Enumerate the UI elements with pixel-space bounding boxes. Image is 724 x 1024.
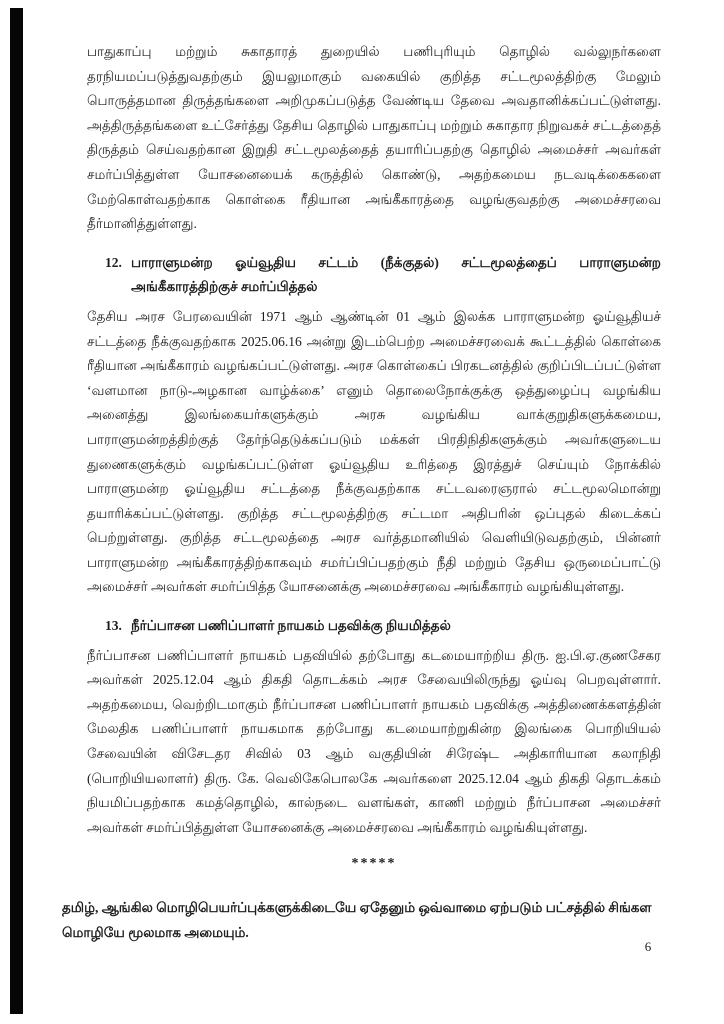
section-12-body: தேசிய அரச பேரவையின் 1971 ஆம் ஆண்டின் 01 ஆம் இலக்க பாராளுமன்ற ஓய்வூதியச் சட்டத்தை நீக்குவதற்காக 2025.06.16 அன்று இடம்பெற்ற அமைச்சரவைக் கூட்டத்தில் கொள்கை ரீதியான அங்கீகாரம் வழங்கப்பட்டுள்ளது. அரச கொள்கைப் பிரகடனத்தில் குறிப்பிடப்பட்டுள்ள ‘வளமான நாடு-அழகான வாழ்க்கை’ எனும் தொலைநோக்குக்கு ஒத்துழைப்பு வழங்கிய அனைத்து இலங்கையர்களுக்கும் அரசு வழங்கிய வாக்குறுதிகளுக்கமைய, பாராளுமன்றத்திற்குத் தேர்ந்தெடுக்கப்படும் மக்கள் பிரதிநிதிகளுக்கும் அவர்களுடைய துணைகளுக்கும் வழங்கப்பட்டுள்ள ஓய்வூதிய உரித்தை இரத்துச் செய்யும் நோக்கில் பாராளுமன்ற ஓய்வூதிய சட்டத்தை நீக்குவதற்காக சட்டவரைஞரால் சட்டமூலமொன்று தயாரிக்கப்பட்டுள்ளது. குறித்த சட்டமூலத்திற்கு சட்டமா அதிபரின் ஒப்புதல் கிடைக்கப் பெற்றுள்ளது. குறித்த சட்டமூலத்தை அரச வர்த்தமானியில் வெளியிடுவதற்கும், பின்னர் பாராளுமன்ற அங்கீகாரத்திற்காகவும் சமர்ப்பிப்பதற்கும் நீதி மற்றும் தேசிய ஒருமைப்பாட்டு அமைச்சர் அவர்கள் சமர்ப்பித்த யோசனைக்கு அமைச்சரவை அங்கீகாரம் வழங்கியுள்ளது. [87, 308, 661, 595]
section-12-heading [87, 251, 661, 300]
document-body [62, 40, 661, 946]
end-separator-stars: ***** [351, 856, 397, 872]
intro-paragraph: பாதுகாப்பு மற்றும் சுகாதாரத் துறையில் பணிபுரியும் தொழில் வல்லுநர்களை தரநியமப்படுத்துவதற்கும் இயலுமாகும் வகையில் குறித்த சட்டமூலத்திற்கு மேலும் பொருத்தமான திருத்தங்களை அறிமுகப்படுத்த வேண்டிய தேவை அவதானிக்கப்பட்டுள்ளது. அத்திருத்தங்களை உட்சேர்த்து தேசிய தொழில் பாதுகாப்பு மற்றும் சுகாதார நிறுவகச் சட்டத்தைத் திருத்தம் செய்வதற்கான இறுதி சட்டமூலத்தைத் தயாரிப்பதற்கு தொழில் அமைச்சர் அவர்கள் சமர்ப்பித்துள்ள யோசனையைக் கருத்தில் கொண்டு, அதற்கமைய நடவடிக்கைகளை மேற்கொள்வதற்காக கொள்கை ரீதியான அங்கீகாரத்தை வழங்குவதற்கு அமைச்சரவை தீர்மானித்துள்ளது. [87, 44, 661, 232]
page-number: 6 [644, 939, 652, 954]
section-12-number: 12. [105, 254, 122, 270]
language-precedence-note: தமிழ், ஆங்கில மொழிபெயர்ப்புக்களுக்கிடையே ஏதேனும் ஒவ்வாமை ஏற்படும் பட்சத்தில் சிங்கள மொழியே மூலமாக அமையும். [62, 900, 652, 940]
section-13-title: நீர்ப்பாசன பணிப்பாளர் நாயகம் பதவிக்கு நியமித்தல் [131, 618, 451, 634]
left-scan-edge-bar [10, 8, 23, 1014]
section-13-body: நீர்ப்பாசன பணிப்பாளர் நாயகம் பதவியில் தற்போது கடமையாற்றிய திரு. ஐ.பி.ஏ.குணசேகர அவர்கள் 2025.12.04 ஆம் திகதி தொடக்கம் அரச சேவையிலிருந்து ஓய்வு பெறவுள்ளார். அதற்கமைய, வெற்றிடமாகும் நீர்ப்பாசன பணிப்பாளர் நாயகம் பதவிக்கு அத்திணைக்களத்தின் மேலதிக பணிப்பாளர் நாயகமாக தற்போது கடமையாற்றுகின்ற இலங்கை பொறியியல் சேவையின் விசேடதர சிவில் 03 ஆம் வகுதியின் சிரேஷ்ட அதிகாரியான கலாநிதி (பொறியியலாளர்) திரு. கே. வெலிகேபொலகே அவர்களை 2025.12.04 ஆம் திகதி தொடக்கம் நியமிப்பதற்காக கமத்தொழில், கால்நடை வளங்கள், காணி மற்றும் நீர்ப்பாசன அமைச்சர் அவர்கள் சமர்ப்பித்துள்ள யோசனைக்கு அமைச்சரவை அங்கீகாரம் வழங்கியுள்ளது. [87, 647, 661, 835]
section-12-title: பாராளுமன்ற ஓய்வூதிய சட்டம் (நீக்குதல்) சட்டமூலத்தைப் பாராளுமன்ற அங்கீகாரத்திற்குச் சமர்ப்பித்தல் [131, 254, 661, 295]
section-13-heading [87, 614, 661, 639]
section-13-number: 13. [105, 618, 122, 634]
